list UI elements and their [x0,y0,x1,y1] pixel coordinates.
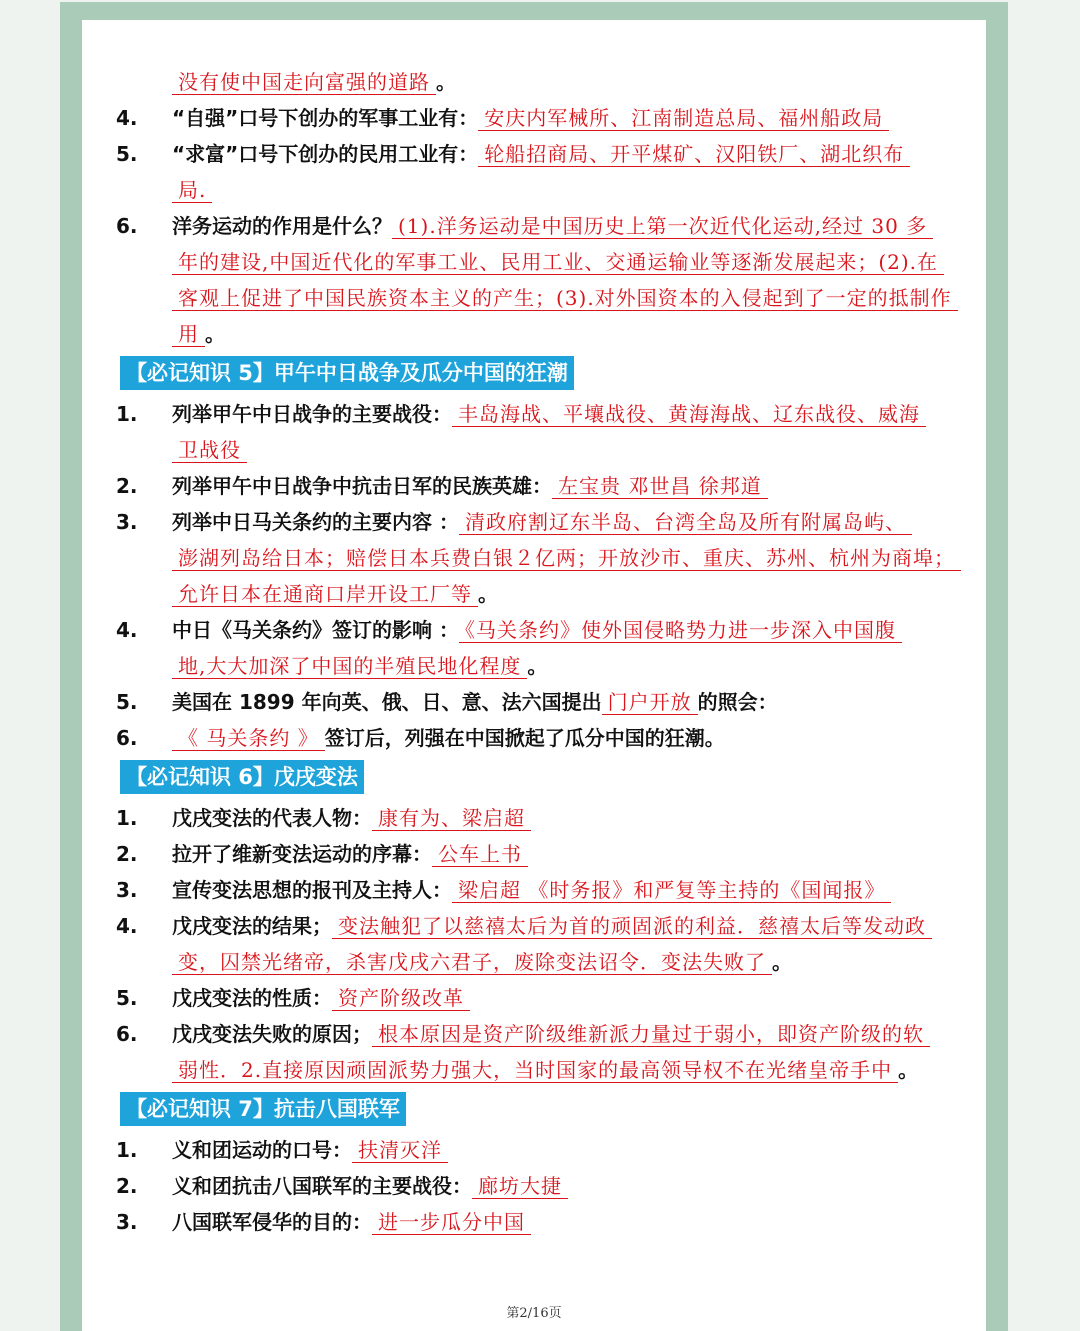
section-heading [82,1090,986,1128]
trailing-text: 签订后，列强在中国掀起了瓜分中国的狂潮。 [324,726,725,750]
question-item [82,100,986,136]
answer-text: 根本原因是资产阶级维新派力量过于弱小，即资产阶级的软 [372,1022,930,1047]
question-text: 宣传变法思想的报刊及主持人： [172,878,452,902]
item-number: 2. [116,1174,138,1198]
answer-continuation-line [82,280,986,316]
answer-text: 局. [172,178,212,203]
answer-continuation-line [82,540,986,576]
trailing-text: 。 [436,70,456,94]
question-item [82,1016,986,1052]
item-number: 6. [116,214,138,238]
question-item [82,1132,986,1168]
question-text: 洋务运动的作用是什么？ [172,214,392,238]
question-item [82,908,986,944]
item-number: 6. [116,1022,138,1046]
trailing-text: 。 [478,582,498,606]
page-frame [60,2,1008,1331]
trailing-text: 。 [527,654,548,678]
item-number: 1. [116,402,138,426]
question-item [82,468,986,504]
question-text: 美国在 1899 年向英、俄、日、意、法六国提出 [172,690,602,714]
question-text: 八国联军侵华的目的： [172,1210,372,1234]
page-number: 第2/16页 [506,1306,562,1321]
question-item [82,504,986,540]
question-item [82,980,986,1016]
question-text: 义和团运动的口号： [172,1138,352,1162]
answer-text: 资产阶级改革 [332,986,470,1011]
document-page [82,20,986,1331]
item-number: 3. [116,1210,138,1234]
item-number: 3. [116,878,138,902]
item-number: 2. [116,474,138,498]
answer-text: 变，囚禁光绪帝，杀害戊戌六君子，废除变法诏令．变法失败了 [172,950,772,975]
question-item [82,836,986,872]
answer-continuation-line [82,944,986,980]
item-number: 6. [116,726,138,750]
question-text: “求富”口号下创办的民用工业有： [172,142,479,166]
question-text: 列举甲午中日战争中抗击日军的民族英雄： [172,474,552,498]
question-text: 中日《马关条约》签订的影响 ： [172,618,459,642]
answer-text: 年的建设,中国近代化的军事工业、民用工业、交通运输业等逐渐发展起来；(2).在 [172,250,944,275]
item-number: 5. [116,690,138,714]
section-title: 【必记知识 7】抗击八国联军 [120,1092,406,1126]
question-item [82,720,986,756]
trailing-text: 。 [205,322,225,346]
answer-text: 左宝贵 邓世昌 徐邦道 [552,474,768,499]
section-heading [82,758,986,796]
section-heading [82,354,986,392]
answer-text: 弱性．2.直接原因顽固派势力强大，当时国家的最高领导权不在光绪皇帝手中 [172,1058,898,1083]
answer-continuation-line [82,64,986,100]
question-item [82,872,986,908]
question-text: 戊戌变法的代表人物： [172,806,372,830]
answer-text: 澎湖列岛给日本；赔偿日本兵费白银２亿两；开放沙市、重庆、苏州、杭州为商埠； [172,546,961,571]
answer-text: 轮船招商局、开平煤矿、汉阳铁厂、湖北织布 [478,142,910,167]
answer-text: 进一步瓜分中国 [372,1210,531,1235]
question-item [82,136,986,172]
answer-text: (1).洋务运动是中国历史上第一次近代化运动,经过 30 多 [392,214,933,239]
answer-continuation-line [82,172,986,208]
item-number: 1. [116,806,138,830]
trailing-text: 。 [898,1058,919,1082]
item-number: 4. [116,618,138,642]
section-title: 【必记知识 6】戊戌变法 [120,760,364,794]
answer-text: 变法触犯了以慈禧太后为首的顽固派的利益．慈禧太后等发动政 [332,914,932,939]
question-text: 戊戌变法失败的原因； [172,1022,372,1046]
question-item [82,1204,986,1240]
answer-text: 用 [172,322,205,347]
question-item [82,396,986,432]
answer-text: 丰岛海战、平壤战役、黄海海战、辽东战役、威海 [452,402,926,427]
trailing-text: 的照会： [697,690,778,714]
answer-text: 梁启超 《时务报》和严复等主持的《国闻报》 [452,878,891,903]
answer-continuation-line [82,316,986,352]
item-number: 4. [116,106,138,130]
answer-text: 清政府割辽东半岛、台湾全岛及所有附属岛屿、 [459,510,912,535]
answer-text: 允许日本在通商口岸开设工厂等 [172,582,478,607]
document-content [82,64,986,1240]
answer-text: 客观上促进了中国民族资本主义的产生；(3).对外国资本的入侵起到了一定的抵制作 [172,286,958,311]
question-item [82,612,986,648]
question-item [82,208,986,244]
answer-text: 没有使中国走向富强的道路 [172,70,436,95]
answer-continuation-line [82,432,986,468]
answer-text: 扶清灭洋 [352,1138,448,1163]
question-text: 列举甲午中日战争的主要战役： [172,402,452,426]
question-text: 列举中日马关条约的主要内容 ： [172,510,459,534]
question-text: 义和团抗击八国联军的主要战役： [172,1174,472,1198]
item-number: 5. [116,986,138,1010]
item-number: 4. [116,914,138,938]
answer-continuation-line [82,1052,986,1088]
item-number: 3. [116,510,138,534]
answer-continuation-line [82,244,986,280]
question-text: “自强”口号下创办的军事工业有： [172,106,479,130]
question-item [82,800,986,836]
item-number: 2. [116,842,138,866]
question-text: 戊戌变法的性质： [172,986,332,1010]
item-number: 5. [116,142,138,166]
answer-text: 《马关条约》使外国侵略势力进一步深入中国腹 [459,618,902,643]
answer-text: 康有为、梁启超 [372,806,531,831]
question-item [82,1168,986,1204]
answer-text: 地,大大加深了中国的半殖民地化程度 [172,654,527,679]
item-number: 1. [116,1138,138,1162]
question-item [82,684,986,720]
answer-continuation-line [82,648,986,684]
question-text: 戊戌变法的结果； [172,914,332,938]
answer-continuation-line [82,576,986,612]
answer-text: 安庆内军械所、江南制造总局、福州船政局 [478,106,889,131]
answer-text: 卫战役 [172,438,247,463]
answer-text: 门户开放 [602,690,698,715]
answer-text: 《 马关条约 》 [172,726,325,751]
question-text: 拉开了维新变法运动的序幕： [172,842,432,866]
answer-text: 公车上书 [432,842,528,867]
answer-text: 廊坊大捷 [472,1174,568,1199]
section-title: 【必记知识 5】甲午中日战争及瓜分中国的狂潮 [120,356,574,390]
trailing-text: 。 [772,950,792,974]
